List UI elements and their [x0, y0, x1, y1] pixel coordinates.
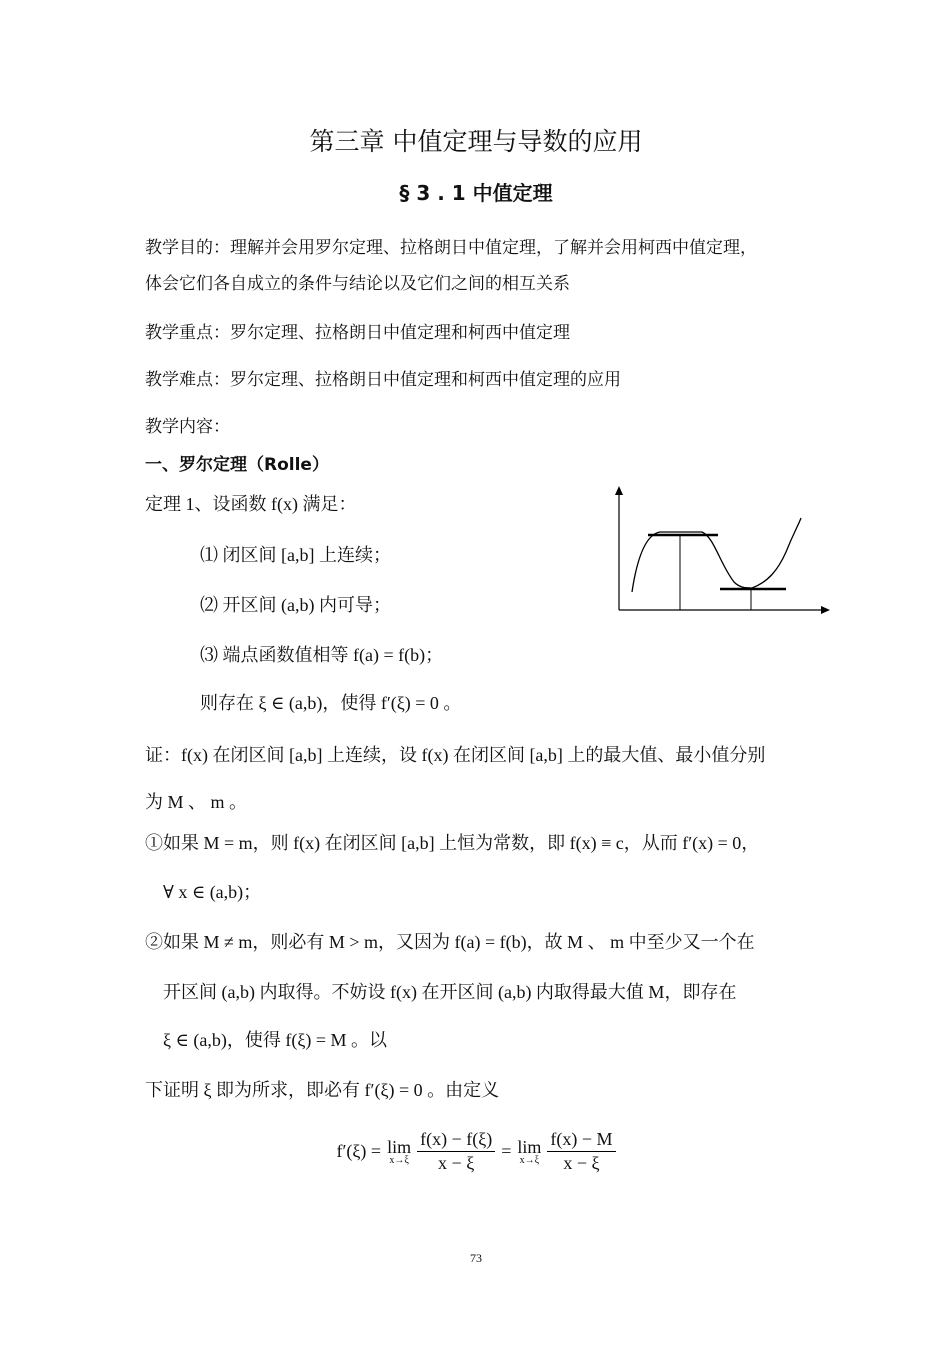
x-axis-arrow-icon	[821, 606, 830, 614]
formula-lim-1: lim	[387, 1136, 412, 1157]
teaching-key-points: 教学重点：罗尔定理、拉格朗日中值定理和柯西中值定理	[145, 323, 570, 343]
formula-lim-1-sub: x→ξ	[389, 1154, 409, 1166]
formula-numerator-1: f(x) − f(ξ)	[417, 1128, 495, 1152]
proof-case1-line1: ①如果 M = m，则 f(x) 在闭区间 [a,b] 上恒为常数，即 f(x) ≡ c，从而 f′(x) = 0，	[145, 833, 760, 853]
condition-2: ⑵ 开区间 (a,b) 内可导；	[200, 595, 391, 615]
proof-case2-line3: ξ ∈ (a,b)，使得 f(ξ) = M 。以	[163, 1030, 387, 1050]
proof-line-2: 为 M 、 m 。	[145, 792, 248, 812]
formula-equals: =	[501, 1141, 512, 1162]
proof-line-1: 证：f(x) 在闭区间 [a,b] 上连续，设 f(x) 在闭区间 [a,b] 上的最大值、最小值分别	[145, 745, 766, 765]
formula-denominator-2: x − ξ	[563, 1153, 600, 1174]
proof-case1-line2: ∀ x ∈ (a,b)；	[163, 882, 262, 902]
y-axis-arrow-icon	[615, 486, 623, 495]
section-title: § 3 . 1 中值定理	[399, 181, 553, 205]
rolle-theorem-figure	[610, 482, 835, 617]
formula-lhs: f′(ξ) =	[336, 1141, 382, 1162]
theorem-conclusion: 则存在 ξ ∈ (a,b)，使得 f′(ξ) = 0 。	[200, 693, 462, 713]
formula-lim-2-sub: x→ξ	[519, 1154, 540, 1166]
formula-denominator-1: x − ξ	[438, 1153, 475, 1174]
derivative-limit-formula	[0, 1128, 952, 1176]
teaching-purpose-line2: 体会它们各自成立的条件与结论以及它们之间的相互关系	[145, 274, 570, 294]
section-heading-rolle: 一、罗尔定理（Rolle）	[145, 455, 329, 475]
formula-lim-2: lim	[517, 1136, 542, 1157]
condition-1: ⑴ 闭区间 [a,b] 上连续；	[200, 545, 391, 565]
theorem-statement: 定理 1、设函数 f(x) 满足：	[145, 494, 357, 514]
teaching-purpose-line1: 教学目的：理解并会用罗尔定理、拉格朗日中值定理，了解并会用柯西中值定理，	[145, 238, 757, 258]
condition-3: ⑶ 端点函数值相等 f(a) = f(b)；	[200, 645, 444, 665]
function-curve	[632, 518, 801, 592]
proof-case2-line1: ②如果 M ≠ m，则必有 M > m，又因为 f(a) = f(b)，故 M 、 m 中至少又一个在	[145, 932, 755, 952]
proof-case2-line2: 开区间 (a,b) 内取得。不妨设 f(x) 在开区间 (a,b) 内取得最大值 M，即存在	[163, 982, 737, 1002]
chapter-title: 第三章 中值定理与导数的应用	[309, 127, 643, 156]
teaching-content-label: 教学内容：	[145, 417, 230, 437]
teaching-difficulties: 教学难点：罗尔定理、拉格朗日中值定理和柯西中值定理的应用	[145, 370, 621, 390]
page-number: 73	[470, 1251, 482, 1265]
formula-numerator-2: f(x) − M	[547, 1128, 615, 1152]
proof-last-line: 下证明 ξ 即为所求，即必有 f′(ξ) = 0 。由定义	[145, 1080, 500, 1100]
